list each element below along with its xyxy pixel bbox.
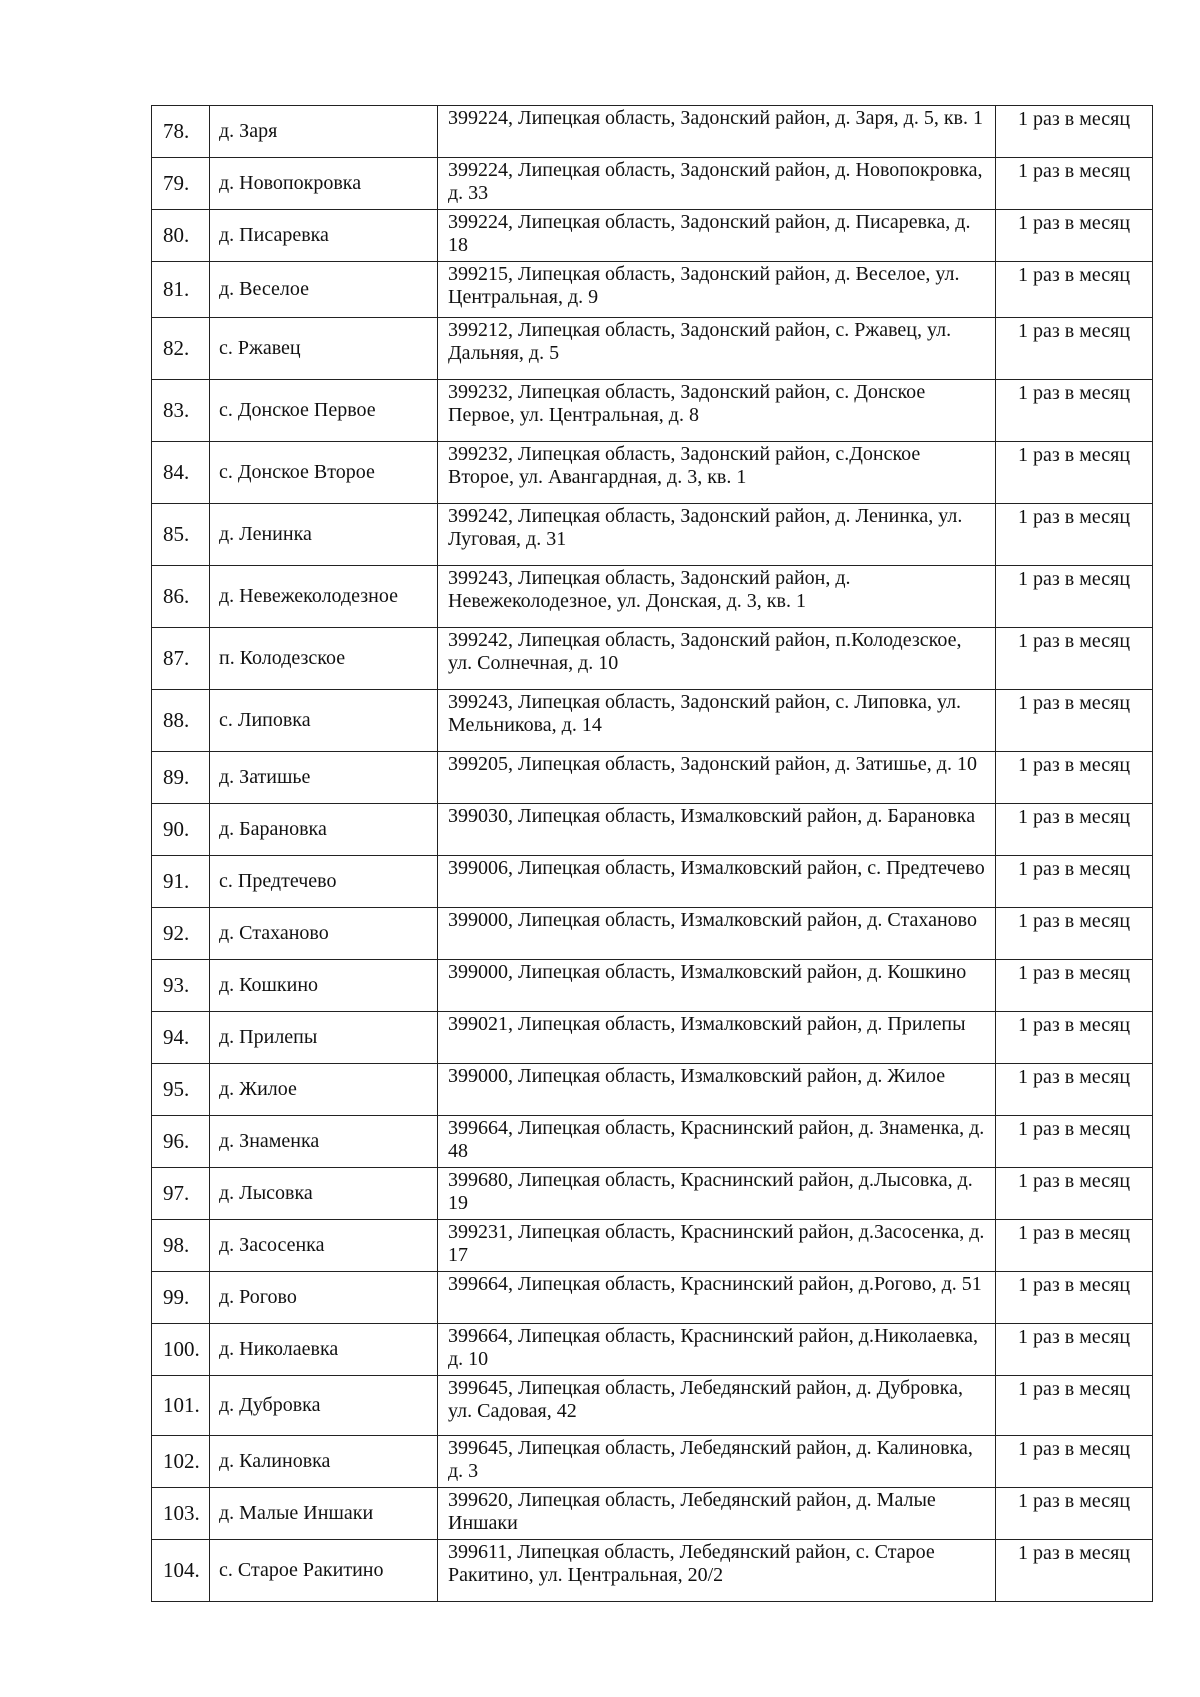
address: 399664, Липецкая область, Краснинский район, д.Рогово, д. 51 (438, 1272, 996, 1324)
table-row (152, 960, 1153, 1012)
table-row (152, 856, 1153, 908)
frequency: 1 раз в месяц (996, 504, 1153, 566)
address: 399664, Липецкая область, Краснинский район, д. Знаменка, д. 48 (438, 1116, 996, 1168)
settlement-name: д. Николаевка (210, 1324, 438, 1376)
row-number: 86. (152, 566, 210, 628)
table-row (152, 106, 1153, 158)
address: 399006, Липецкая область, Измалковский район, с. Предтечево (438, 856, 996, 908)
table-row (152, 262, 1153, 318)
settlements-table (151, 105, 1153, 1602)
settlement-name: д. Прилепы (210, 1012, 438, 1064)
table-row (152, 1488, 1153, 1540)
table-row (152, 1168, 1153, 1220)
address: 399680, Липецкая область, Краснинский район, д.Лысовка, д. 19 (438, 1168, 996, 1220)
row-number: 101. (152, 1376, 210, 1436)
table-row (152, 628, 1153, 690)
row-number: 93. (152, 960, 210, 1012)
settlement-name: д. Ленинка (210, 504, 438, 566)
address: 399611, Липецкая область, Лебедянский район, с. Старое Ракитино, ул. Центральная, 20/2 (438, 1540, 996, 1602)
table-row (152, 1436, 1153, 1488)
table-row (152, 504, 1153, 566)
table-row (152, 1064, 1153, 1116)
row-number: 83. (152, 380, 210, 442)
row-number: 91. (152, 856, 210, 908)
frequency: 1 раз в месяц (996, 318, 1153, 380)
row-number: 94. (152, 1012, 210, 1064)
settlement-name: д. Засосенка (210, 1220, 438, 1272)
address: 399232, Липецкая область, Задонский район, с.Донское Второе, ул. Авангардная, д. 3, кв. 1 (438, 442, 996, 504)
table-row (152, 158, 1153, 210)
row-number: 85. (152, 504, 210, 566)
address: 399021, Липецкая область, Измалковский район, д. Прилепы (438, 1012, 996, 1064)
settlement-name: с. Предтечево (210, 856, 438, 908)
table-body (152, 106, 1153, 1602)
table-row (152, 380, 1153, 442)
address: 399645, Липецкая область, Лебедянский район, д. Дубровка, ул. Садовая, 42 (438, 1376, 996, 1436)
address: 399242, Липецкая область, Задонский район, д. Ленинка, ул. Луговая, д. 31 (438, 504, 996, 566)
settlement-name: с. Ржавец (210, 318, 438, 380)
table-row (152, 752, 1153, 804)
table-row (152, 442, 1153, 504)
row-number: 97. (152, 1168, 210, 1220)
frequency: 1 раз в месяц (996, 380, 1153, 442)
address: 399243, Липецкая область, Задонский район, д. Невежеколодезное, ул. Донская, д. 3, кв. 1 (438, 566, 996, 628)
settlement-name: д. Затишье (210, 752, 438, 804)
address: 399000, Липецкая область, Измалковский район, д. Кошкино (438, 960, 996, 1012)
frequency: 1 раз в месяц (996, 1116, 1153, 1168)
address: 399620, Липецкая область, Лебедянский район, д. Малые Иншаки (438, 1488, 996, 1540)
settlement-name: с. Старое Ракитино (210, 1540, 438, 1602)
frequency: 1 раз в месяц (996, 210, 1153, 262)
row-number: 81. (152, 262, 210, 318)
address: 399243, Липецкая область, Задонский район, с. Липовка, ул. Мельникова, д. 14 (438, 690, 996, 752)
frequency: 1 раз в месяц (996, 1540, 1153, 1602)
settlement-name: д. Новопокровка (210, 158, 438, 210)
address: 399645, Липецкая область, Лебедянский район, д. Калиновка, д. 3 (438, 1436, 996, 1488)
frequency: 1 раз в месяц (996, 960, 1153, 1012)
address: 399224, Липецкая область, Задонский район, д. Новопокровка, д. 33 (438, 158, 996, 210)
frequency: 1 раз в месяц (996, 158, 1153, 210)
table-row (152, 804, 1153, 856)
table-row (152, 1324, 1153, 1376)
address: 399000, Липецкая область, Измалковский район, д. Стаханово (438, 908, 996, 960)
frequency: 1 раз в месяц (996, 106, 1153, 158)
settlement-name: д. Стаханово (210, 908, 438, 960)
address: 399224, Липецкая область, Задонский район, д. Заря, д. 5, кв. 1 (438, 106, 996, 158)
row-number: 102. (152, 1436, 210, 1488)
frequency: 1 раз в месяц (996, 566, 1153, 628)
row-number: 92. (152, 908, 210, 960)
address: 399232, Липецкая область, Задонский район, с. Донское Первое, ул. Центральная, д. 8 (438, 380, 996, 442)
row-number: 80. (152, 210, 210, 262)
settlement-name: д. Невежеколодезное (210, 566, 438, 628)
settlement-name: д. Барановка (210, 804, 438, 856)
settlement-name: д. Дубровка (210, 1376, 438, 1436)
settlement-name: д. Писаревка (210, 210, 438, 262)
frequency: 1 раз в месяц (996, 1488, 1153, 1540)
table-row (152, 1220, 1153, 1272)
frequency: 1 раз в месяц (996, 628, 1153, 690)
settlement-name: д. Заря (210, 106, 438, 158)
row-number: 87. (152, 628, 210, 690)
table-row (152, 690, 1153, 752)
address: 399242, Липецкая область, Задонский район, п.Колодезское, ул. Солнечная, д. 10 (438, 628, 996, 690)
frequency: 1 раз в месяц (996, 908, 1153, 960)
table-row (152, 1012, 1153, 1064)
table-row (152, 1272, 1153, 1324)
frequency: 1 раз в месяц (996, 1376, 1153, 1436)
settlement-name: д. Кошкино (210, 960, 438, 1012)
settlement-name: д. Жилое (210, 1064, 438, 1116)
settlement-name: д. Калиновка (210, 1436, 438, 1488)
settlement-name: д. Малые Иншаки (210, 1488, 438, 1540)
settlement-name: п. Колодезское (210, 628, 438, 690)
table-row (152, 1376, 1153, 1436)
address: 399231, Липецкая область, Краснинский район, д.Засосенка, д. 17 (438, 1220, 996, 1272)
frequency: 1 раз в месяц (996, 690, 1153, 752)
row-number: 96. (152, 1116, 210, 1168)
address: 399030, Липецкая область, Измалковский район, д. Барановка (438, 804, 996, 856)
table-row (152, 566, 1153, 628)
frequency: 1 раз в месяц (996, 804, 1153, 856)
settlement-name: с. Донское Первое (210, 380, 438, 442)
settlement-name: д. Лысовка (210, 1168, 438, 1220)
frequency: 1 раз в месяц (996, 262, 1153, 318)
address: 399205, Липецкая область, Задонский район, д. Затишье, д. 10 (438, 752, 996, 804)
row-number: 100. (152, 1324, 210, 1376)
table-row (152, 1116, 1153, 1168)
row-number: 90. (152, 804, 210, 856)
row-number: 82. (152, 318, 210, 380)
table-row (152, 210, 1153, 262)
row-number: 95. (152, 1064, 210, 1116)
frequency: 1 раз в месяц (996, 1220, 1153, 1272)
frequency: 1 раз в месяц (996, 1324, 1153, 1376)
address: 399224, Липецкая область, Задонский район, д. Писаревка, д. 18 (438, 210, 996, 262)
address: 399000, Липецкая область, Измалковский район, д. Жилое (438, 1064, 996, 1116)
row-number: 104. (152, 1540, 210, 1602)
row-number: 88. (152, 690, 210, 752)
frequency: 1 раз в месяц (996, 856, 1153, 908)
frequency: 1 раз в месяц (996, 1272, 1153, 1324)
row-number: 84. (152, 442, 210, 504)
settlement-name: д. Знаменка (210, 1116, 438, 1168)
frequency: 1 раз в месяц (996, 752, 1153, 804)
row-number: 99. (152, 1272, 210, 1324)
table-row (152, 908, 1153, 960)
frequency: 1 раз в месяц (996, 442, 1153, 504)
address: 399215, Липецкая область, Задонский район, д. Веселое, ул. Центральная, д. 9 (438, 262, 996, 318)
row-number: 78. (152, 106, 210, 158)
table-row (152, 318, 1153, 380)
frequency: 1 раз в месяц (996, 1436, 1153, 1488)
settlement-name: с. Донское Второе (210, 442, 438, 504)
frequency: 1 раз в месяц (996, 1012, 1153, 1064)
frequency: 1 раз в месяц (996, 1168, 1153, 1220)
address: 399212, Липецкая область, Задонский район, с. Ржавец, ул. Дальняя, д. 5 (438, 318, 996, 380)
frequency: 1 раз в месяц (996, 1064, 1153, 1116)
table-row (152, 1540, 1153, 1602)
settlement-name: д. Веселое (210, 262, 438, 318)
row-number: 103. (152, 1488, 210, 1540)
settlement-name: с. Липовка (210, 690, 438, 752)
address: 399664, Липецкая область, Краснинский район, д.Николаевка, д. 10 (438, 1324, 996, 1376)
row-number: 79. (152, 158, 210, 210)
settlement-name: д. Рогово (210, 1272, 438, 1324)
row-number: 98. (152, 1220, 210, 1272)
row-number: 89. (152, 752, 210, 804)
